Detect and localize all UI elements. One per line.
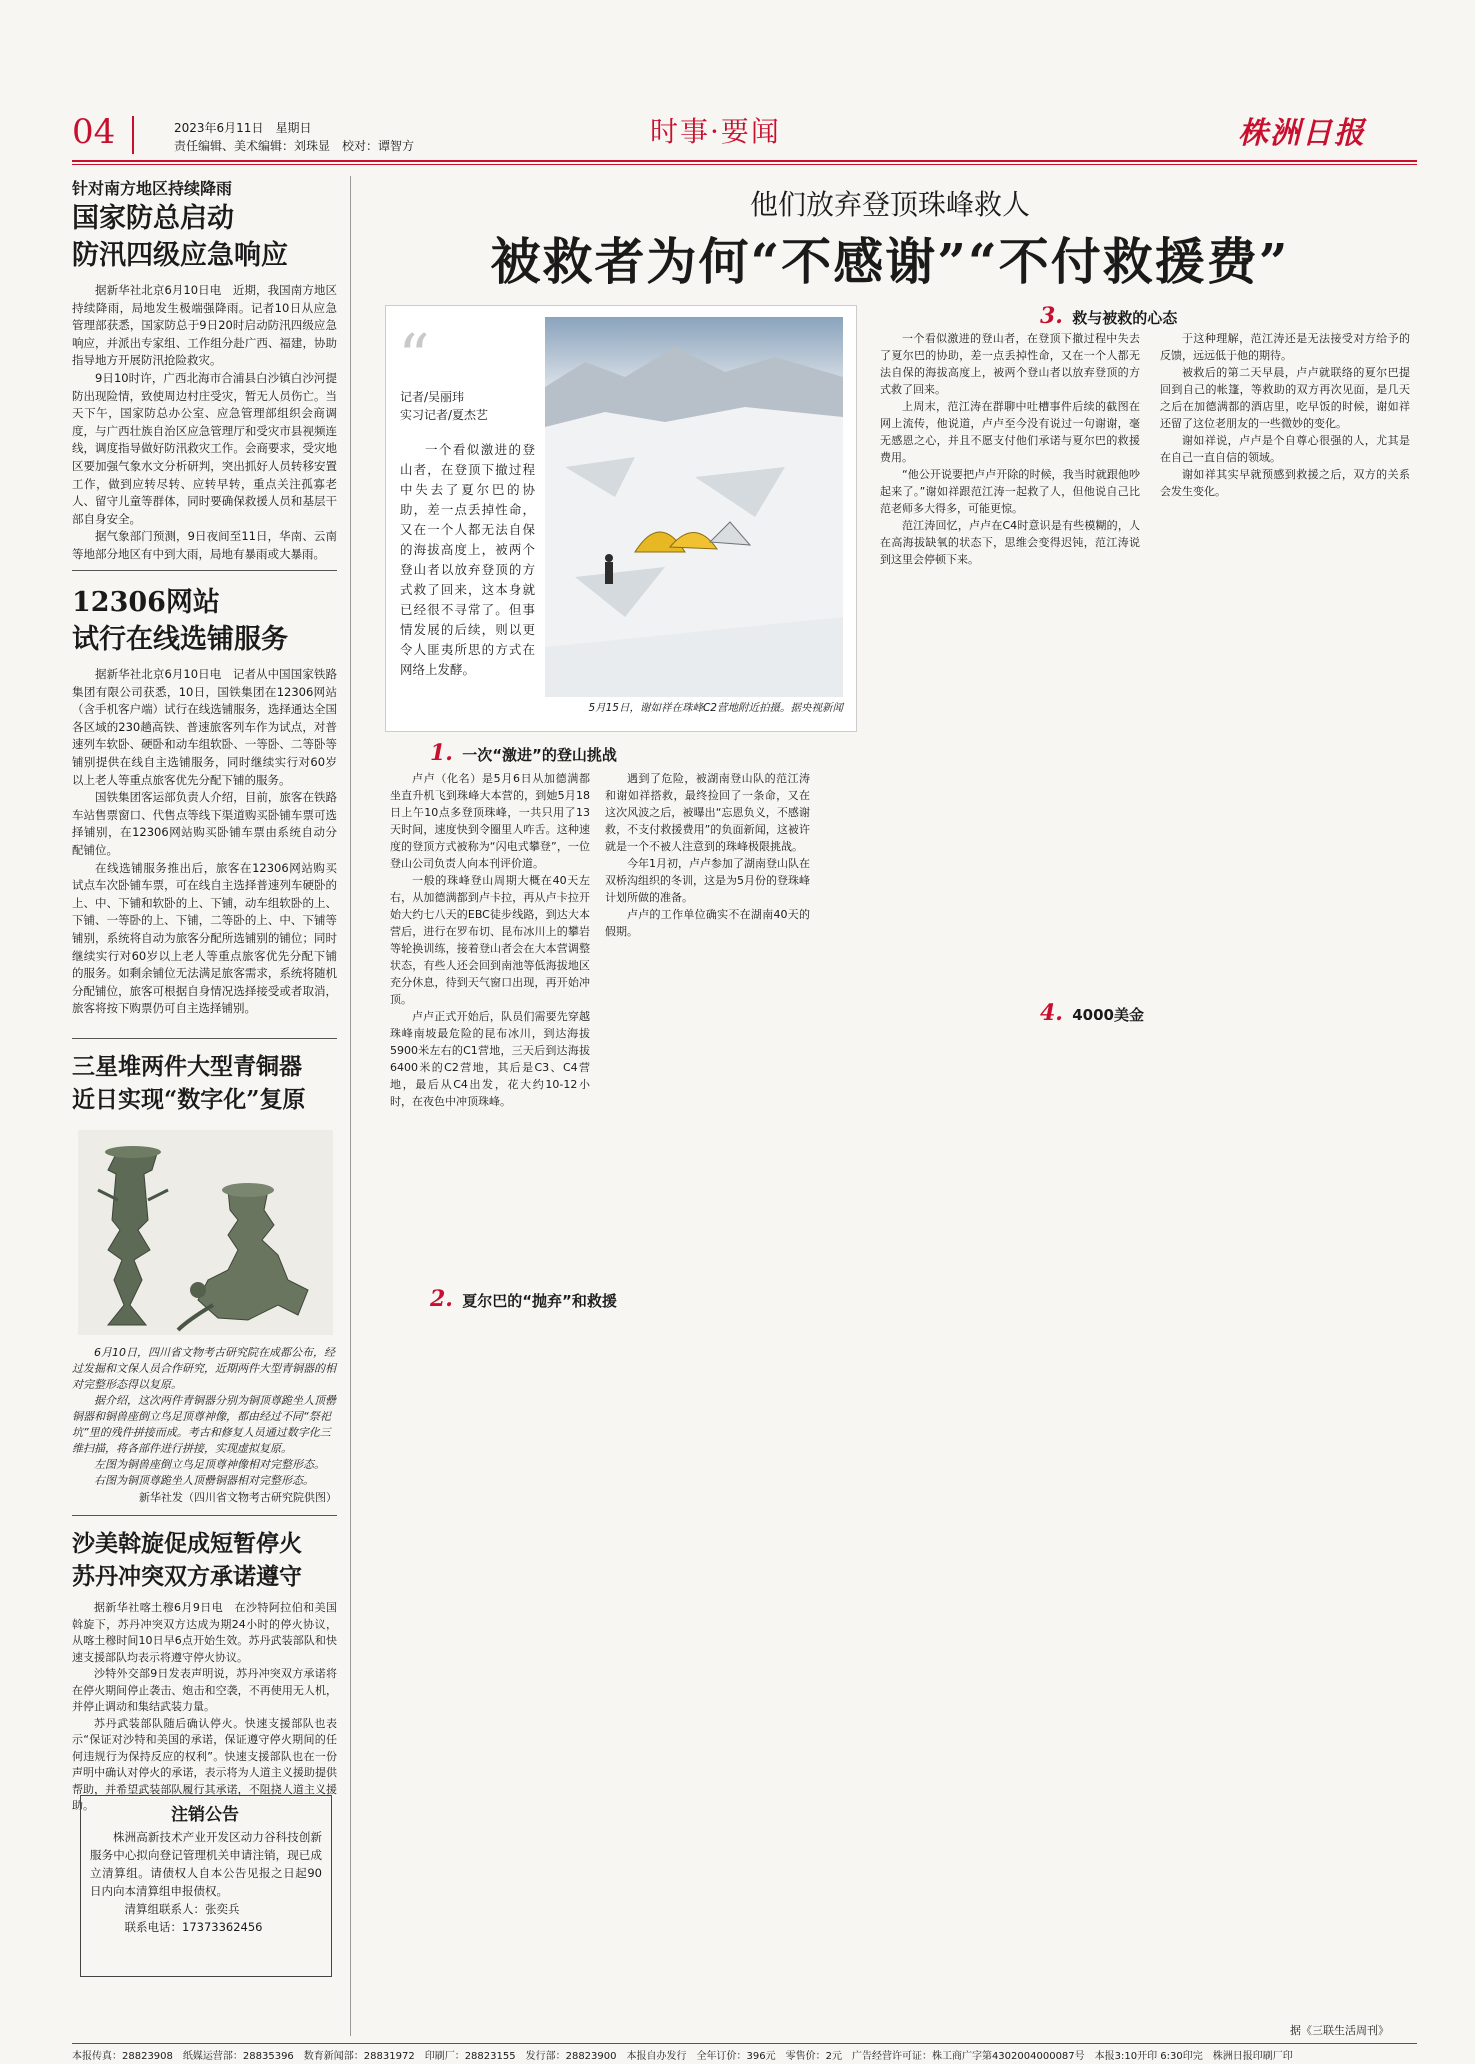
story-divider (72, 1038, 337, 1039)
header-separator (132, 116, 134, 154)
page-number: 04 (72, 112, 116, 152)
feature-paragraph: 一个看似激进的登山者，在登顶下撤过程中失去了夏尔巴的协助，差一点丢掉性命，又在一个人都无法自保的海拔高度上，被两个登山者以放弃登顶的方式救了回来。 (880, 332, 1140, 396)
story1-body (72, 282, 337, 564)
story4-paragraph: 苏丹武装部队随后确认停火。快速支援部队也表示“保证对沙特和美国的承诺，保证遵守停火期间的任何违规行为保持反应的权利”。快速支援部队也在一份声明中确认对停火的承诺，表示将为人道主义援助提供帮助，并希望武装部队履行其承诺，不阻挠人道主义援助。 (72, 1716, 337, 1812)
feature-paragraph: 一般的珠峰登山周期大概在40天左右，从加德满都到卢卡拉，再从卢卡拉开始大约七八天的EBC徒步线路，到达大本营后，进行在罗布切、昆布冰川上的攀岩等轮换训练，接着登山者会在大本营调整状态，有些人还会回到南池等低海拔地区充分休息，待到天气窗口出现，再开始冲顶。 (390, 874, 590, 1006)
photo-caption: 5月15日，谢如祥在珠峰C2营地附近拍摄。据央视新闻 (588, 702, 843, 714)
story1-paragraph: 9日10时许，广西北海市合浦县白沙镇白沙河提防出现险情，致使周边村庄受灾，暂无人员伤亡。当天下午，国家防总办公室、应急管理部组织会商调度，与广西壮族自治区应急管理厅和受灾市县视频连线，调度指导做好防汛救灾工作。会商要求，受灾地区要加强气象水文分析研判，突出抓好人员转移安置工作，做到应转尽转、应转早转，重点关注孤寡老人、留守儿童等群体，同时要确保救援人员和基层干部自身安全。 (72, 370, 337, 526)
feature-summary: 一个看似激进的登山者，在登顶下撤过程中失去了夏尔巴的协助，差一点丢掉性命，又在一个人都无法自保的海拔高度上，被两个登山者以放弃登顶的方式救了回来，这本身就已经很不寻常了。但事情发展的后续，则以更令人匪夷所思的方式在网络上发酵。 (400, 442, 535, 677)
date-line: 2023年6月11日 星期日 (174, 121, 312, 135)
feature-column-3 (880, 330, 1140, 568)
section-heading-1: 1. 一次“激进”的登山挑战 (430, 740, 617, 766)
story1-headline (72, 200, 337, 274)
footer-rule (72, 2043, 1417, 2044)
notice-title: 注销公告 (171, 1805, 239, 1825)
story1-headline-line2: 防汛四级应急响应 (72, 240, 288, 271)
notice-contact-phone: 联系电话：17373362456 (124, 1920, 263, 1934)
story3-caption-paragraph: 左图为铜兽座倒立鸟足顶尊神像相对完整形态。 (94, 1458, 325, 1471)
story2-headline-line2: 试行在线选铺服务 (72, 624, 288, 655)
story4-headline-line1: 沙美斡旋促成短暂停火 (72, 1530, 302, 1557)
feature-paragraph: 谢如祥其实早就预感到救援之后，双方的关系会发生变化。 (1160, 468, 1410, 498)
section-heading-3: 3. 救与被救的心态 (1040, 303, 1178, 329)
feature-paragraph: 范江涛回忆，卢卢在C4时意识是有些模糊的，人在高海拔缺氧的状态下，思维会变得迟钝，范江涛说到这里会停顿下来。 (880, 519, 1140, 566)
story2-paragraph: 在线选铺服务推出后，旅客在12306网站购买试点车次卧铺车票，可在线自主选择普速列车硬卧的上、中、下铺和软卧的上、下铺，动车组软卧的上、下铺、一等卧的上、下铺，二等卧的上、中、下铺等铺别，系统将自动为旅客分配所选铺别的铺位；同时继续实行对60岁以上老人等重点旅客优先分配下铺的服务。如剩余铺位无法满足旅客需求，系统将随机分配铺位，旅客可根据自身情况选择接受或者取消，旅客将按下购票仍可自主选择铺别。 (72, 860, 337, 1016)
feature-column-1 (390, 770, 590, 1110)
story3-headline-line1: 三星堆两件大型青铜器 (72, 1053, 302, 1080)
feature-headline: 被救者为何“不感谢”“不付救援费” (490, 232, 1290, 291)
story2-headline (72, 584, 337, 658)
story-divider (72, 1515, 337, 1516)
bronze-artifacts-image (78, 1130, 333, 1335)
section-heading-4: 4. 4000美金 (1040, 1000, 1144, 1026)
story3-caption-paragraph: 6月10日，四川省文物考古研究院在成都公布，经过发掘和文保人员合作研究，近期两件大型青铜器的相对完整形态得以复原。 (72, 1346, 336, 1391)
story3-caption-paragraph: 右图为铜顶尊跪坐人顶罍铜器相对完整形态。 (94, 1474, 314, 1487)
story4-body (72, 1600, 337, 1815)
newspaper-logo: 株洲日报 (1238, 116, 1366, 151)
story4-headline (72, 1527, 337, 1593)
header-rule-thin (72, 164, 1417, 165)
story3-caption (72, 1345, 337, 1505)
column-separator (350, 176, 351, 2036)
story3-headline-line2: 近日实现“数字化”复原 (72, 1086, 306, 1113)
feature-paragraph: “他公开说要把卢卢开除的时候，我当时就跟他吵起来了。”谢如祥跟范江涛一起救了人，但他说自己比范老师多大得多，可能更惊。 (880, 468, 1140, 515)
byline-intern: 实习记者/夏杰艺 (400, 408, 489, 422)
notice-body (90, 1828, 322, 1936)
feature-paragraph: 卢卢的工作单位确实不在湖南40天的假期。 (605, 908, 810, 938)
header-rule (72, 160, 1417, 162)
story1-paragraph: 据气象部门预测，9日夜间至11日，华南、云南等地部分地区有中到大雨，局地有暴雨或大暴雨。 (72, 529, 337, 561)
story2-paragraph: 国铁集团客运部负责人介绍，目前，旅客在铁路车站售票窗口、代售点等线下渠道购买卧铺车票可选择铺别，在12306网站购买卧铺车票由系统自动分配铺位。 (72, 790, 337, 857)
feature-paragraph: 谢如祥说，卢卢是个自尊心很强的人，尤其是在自己一直自信的领域。 (1160, 434, 1410, 464)
footer-info: 本报传真：28823908 纸媒运营部：28835396 数育新闻部：28831972 印刷厂：28823155 发行部：28823900 本报自办发行 全年订价：396元 零售价：2元 广告经营许可证：株工商广字第4302004000087号 本报3:10开印 6:30印完 株洲日报印刷厂印 (72, 2051, 1293, 2062)
feature-paragraph: 上周末，范江涛在群聊中吐槽事件后续的截图在网上流传，他说道，卢卢至今没有说过一句谢谢，毫无感恩之心，并且不愿支付他们承诺与夏尔巴的救援费用。 (880, 400, 1140, 464)
feature-column-2 (605, 770, 810, 940)
story1-paragraph: 据新华社北京6月10日电 近期，我国南方地区持续降雨，局地发生极端强降雨。记者10日从应急管理部获悉，国家防总于9日20时启动防汛四级应急响应，并派出专家组、工作组分赴广西、福建，协助指导地方开展防汛抢险救灾。 (72, 283, 337, 368)
feature-column-4 (1160, 330, 1410, 500)
feature-paragraph: 于这种理解，范江涛还是无法接受对方给予的反馈，远远低于他的期待。 (1160, 332, 1410, 362)
source-credit: 据《三联生活周刊》 (1290, 2024, 1389, 2037)
story2-paragraph: 据新华社北京6月10日电 记者从中国国家铁路集团有限公司获悉，10日，国铁集团在12306网站（含手机客户端）试行在线选铺服务，选择通达全国各区域的230趟高铁、普速旅客列车作为试点，对普速列车软卧、硬卧和动车组软卧、一等卧、二等卧等铺别提供在线自主选铺服务，同时继续实行对60岁以上老人等重点旅客优先分配下铺的服务。 (72, 667, 337, 787)
byline (400, 388, 532, 424)
story4-headline-line2: 苏丹冲突双方承诺遵守 (72, 1563, 302, 1590)
story3-photo-credit: 新华社发（四川省文物考古研究院供图） (139, 1491, 337, 1504)
story2-body (72, 666, 337, 1018)
feature-paragraph: 卢卢（化名）是5月6日从加德满都坐直升机飞到珠峰大本营的，到她5月18日上午10点多登顶珠峰，一共只用了13天时间，速度快到令圈里人咋舌。这种速度的登顶方式被称为“闪电式攀登”，一位登山公司负责人向本刊评价道。 (390, 772, 590, 870)
story1-kicker: 针对南方地区持续降雨 (72, 179, 233, 198)
everest-camp-photo (545, 317, 843, 697)
notice-contact-person: 清算组联系人：张奕兵 (124, 1902, 240, 1916)
feature-paragraph: 遇到了危险，被湖南登山队的范江涛和谢如祥搭救，最终捡回了一条命，又在这次风波之后，被曝出“忘恩负义，不感谢救，不支付救援费用”的负面新闻，这被许就是一个不被人注意到的珠峰极限挑战。 (605, 772, 810, 853)
story2-headline-line1: 12306网站 (72, 587, 220, 618)
story3-caption-paragraph: 据介绍，这次两件青铜器分别为铜顶尊跪坐人顶罍铜器和铜兽座倒立鸟足顶尊神像，都由经过不同“祭祀坑”里的残件拼接而成。考古和修复人员通过数字化三维扫描，将各部件进行拼接，实现虚拟复原。 (72, 1394, 336, 1455)
story1-headline-line1: 国家防总启动 (72, 203, 234, 234)
notice-text: 株洲高新技术产业开发区动力谷科技创新服务中心拟向登记管理机关申请注销，现已成立清算组。请债权人自本公告见报之日起90日内向本清算组申报债权。 (90, 1830, 322, 1898)
feature-paragraph: 被救后的第二天早晨，卢卢就联络的夏尔巴提回到自己的帐篷，等救助的双方再次见面，是几天之后在加德满都的酒店里，吃早饭的时候，谢如祥还留了这位老朋友的一些微妙的变化。 (1160, 366, 1410, 430)
story4-paragraph: 沙特外交部9日发表声明说，苏丹冲突双方承诺将在停火期间停止袭击、炮击和空袭，不再使用无人机，并停止调动和集结武装力量。 (72, 1667, 337, 1713)
editor-line: 责任编辑、美术编辑：刘珠显 校对：谭智方 (174, 139, 415, 153)
byline-reporter: 记者/吴丽玮 (400, 390, 465, 404)
story3-headline (72, 1050, 337, 1116)
story4-paragraph: 据新华社喀土穆6月9日电 在沙特阿拉伯和美国斡旋下，苏丹冲突双方达成为期24小时的停火协议，从喀土穆时间10日早6点开始生效。苏丹武装部队和快速支援部队均表示将遵守停火协议。 (72, 1601, 337, 1664)
feature-kicker: 他们放弃登顶珠峰救人 (749, 188, 1030, 221)
section-title: 时事·要闻 (650, 115, 781, 148)
feature-paragraph: 卢卢正式开始后，队员们需要先穿越珠峰南坡最危险的昆布冰川，到达海拔5900米左右的C1营地，三天后到达海拔6400米的C2营地，其后是C3、C4营地，最后从C4出发，花大约10-12小时，在夜色中冲顶珠峰。 (390, 1010, 590, 1108)
section-heading-2: 2. 夏尔巴的“抛弃”和救援 (430, 1286, 617, 1312)
quote-mark-icon: “ (398, 320, 430, 393)
feature-paragraph: 今年1月初，卢卢参加了湖南登山队在双桥沟组织的冬训，这是为5月份的登珠峰计划所做的准备。 (605, 857, 810, 904)
story-divider (72, 570, 337, 571)
